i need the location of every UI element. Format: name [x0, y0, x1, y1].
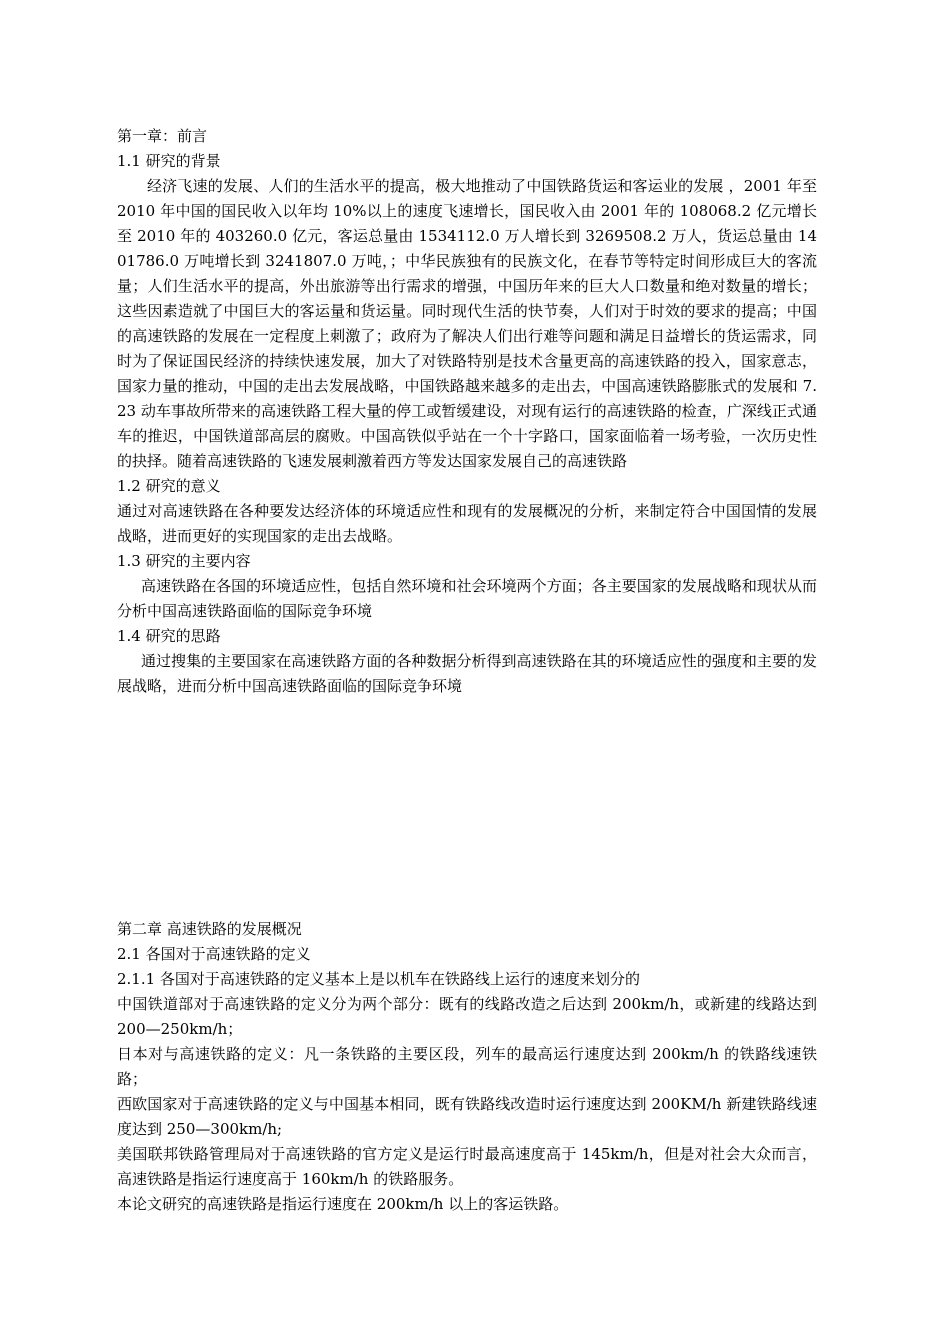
section-2-1-heading: 2.1 各国对于高速铁路的定义: [117, 945, 311, 963]
section-1-3-body: 高速铁路在各国的环境适应性，包括自然环境和社会环境两个方面；各主要国家的发展战略和现状从而分析中国高速铁路面临的国际竞争环境: [117, 577, 817, 620]
chapter-one: [117, 124, 817, 699]
definition-china: 中国铁道部对于高速铁路的定义分为两个部分：既有的线路改造之后达到 200km/h，或新建的线路达到 200—250km/h；: [117, 995, 817, 1038]
section-1-2-heading: 1.2 研究的意义: [117, 477, 221, 495]
section-1-1-body: 经济飞速的发展、人们的生活水平的提高，极大地推动了中国铁路货运和客运业的发展 ，2001 年至 2010 年中国的国民收入以年均 10%以上的速度飞速增长，国民收入由 2001 年的 108068.2 亿元增长至 2010 年的 403260.0 亿元，客运总量由 1534112.0 万人增长到 3269508.2 万人，货运总量由 1401786.0 万吨增长到 3241807.0 万吨，；中华民族独有的民族文化，在春节等特定时间形成巨大的客流量；人们生活水平的提高，外出旅游等出行需求的增强，中国历年来的巨大人口数量和绝对数量的增长；这些因素造就了中国巨大的客运量和货运量。同时现代生活的快节奏，人们对于时效的要求的提高；中国的高速铁路的发展在一定程度上刺激了；政府为了解决人们出行难等问题和满足日益增长的货运需求，同时为了保证国民经济的持续快速发展，加大了对铁路特别是技术含量更高的高速铁路的投入，国家意志，国家力量的推动，中国的走出去发展战略，中国铁路越来越多的走出去，中国高速铁路膨胀式的发展和 7.23 动车事故所带来的高速铁路工程大量的停工或暂缓建设，对现有运行的高速铁路的检查，广深线正式通车的推迟，中国铁道部高层的腐败。中国高铁似乎站在一个十字路口，国家面临着一场考验，一次历史性的抉择。随着高速铁路的飞速发展刺激着西方等发达国家发展自己的高速铁路: [117, 177, 817, 470]
definition-west-europe: 西欧国家对于高速铁路的定义与中国基本相同，既有铁路线改造时运行速度达到 200KM/h 新建铁路线速度达到 250—300km/h;: [117, 1095, 817, 1138]
section-1-1-heading: 1.1 研究的背景: [117, 152, 221, 170]
section-2-1-1-heading: 2.1.1 各国对于高速铁路的定义基本上是以机车在铁路线上运行的速度来划分的: [117, 970, 640, 988]
definition-thesis: 本论文研究的高速铁路是指运行速度在 200km/h 以上的客运铁路。: [117, 1195, 569, 1213]
section-1-3-heading: 1.3 研究的主要内容: [117, 552, 251, 570]
chapter-one-title: 第一章：前言: [117, 127, 208, 145]
chapter-two: [117, 917, 817, 1217]
section-1-2-body: 通过对高速铁路在各种要发达经济体的环境适应性和现有的发展概况的分析，来制定符合中国国情的发展战略，进而更好的实现国家的走出去战略。: [117, 502, 817, 545]
chapter-two-title: 第二章 高速铁路的发展概况: [117, 920, 302, 938]
section-1-4-body: 通过搜集的主要国家在高速铁路方面的各种数据分析得到高速铁路在其的环境适应性的强度和主要的发展战略，进而分析中国高速铁路面临的国际竞争环境: [117, 652, 817, 695]
definition-japan: 日本对与高速铁路的定义：凡一条铁路的主要区段，列车的最高运行速度达到 200km/h 的铁路线速铁路；: [117, 1045, 817, 1088]
section-1-4-heading: 1.4 研究的思路: [117, 627, 221, 645]
definition-usa: 美国联邦铁路管理局对于高速铁路的官方定义是运行时最高速度高于 145km/h，但是对社会大众而言，高速铁路是指运行速度高于 160km/h 的铁路服务。: [117, 1145, 817, 1188]
